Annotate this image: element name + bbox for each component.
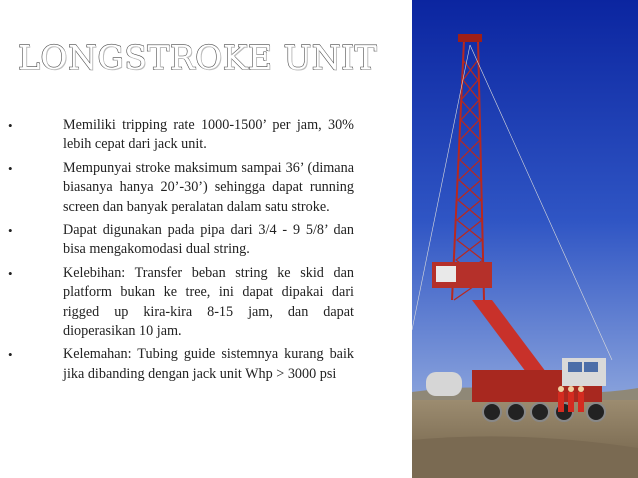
bullet-text: Dapat digunakan pada pipa dari 3/4 - 9 5/8’ dan bisa mengakomodasi dual string. [63, 222, 354, 258]
slide-title: LONGSTROKE UNIT [18, 38, 378, 77]
bullet-marker: • [8, 223, 13, 239]
cab-window [568, 362, 582, 372]
drilling-rig-photo [412, 0, 638, 478]
crown-block [458, 34, 482, 42]
bullet-item [8, 345, 354, 384]
bullet-item [8, 221, 354, 260]
bullet-marker: • [8, 118, 13, 133]
sky [412, 0, 638, 400]
bullet-list [8, 116, 354, 388]
platform-cabin [436, 266, 456, 282]
cab-window-2 [584, 362, 598, 372]
bullet-text: Mempunyai stroke maksimum sampai 36’ (dimana biasanya hanya 20’-30’) sehingga dapat running screen dan banyak peralatan dalam satu stroke. [63, 159, 354, 215]
bullet-marker: • [8, 347, 13, 363]
bullet-marker: • [8, 265, 13, 281]
bullet-item [8, 116, 354, 155]
bullet-text: Kelemahan: Tubing guide sistemnya kurang baik jika dibanding dengan jack unit Whp > 3000 psi [63, 346, 354, 382]
bullet-item [8, 264, 354, 342]
bullet-text: Memiliki tripping rate 1000-1500’ per jam, 30% lebih cepat dari jack unit. [63, 117, 354, 153]
bullet-marker: • [8, 160, 13, 176]
workers [558, 386, 584, 412]
tank [426, 372, 462, 396]
bullet-text: Kelebihan: Transfer beban string ke skid dan platform bukan ke tree, ini dapat dipakai dari rigged up kira-kira 8-15 jam, dan dapat dioperasikan 10 jam. [63, 264, 354, 340]
bullet-item [8, 159, 354, 217]
